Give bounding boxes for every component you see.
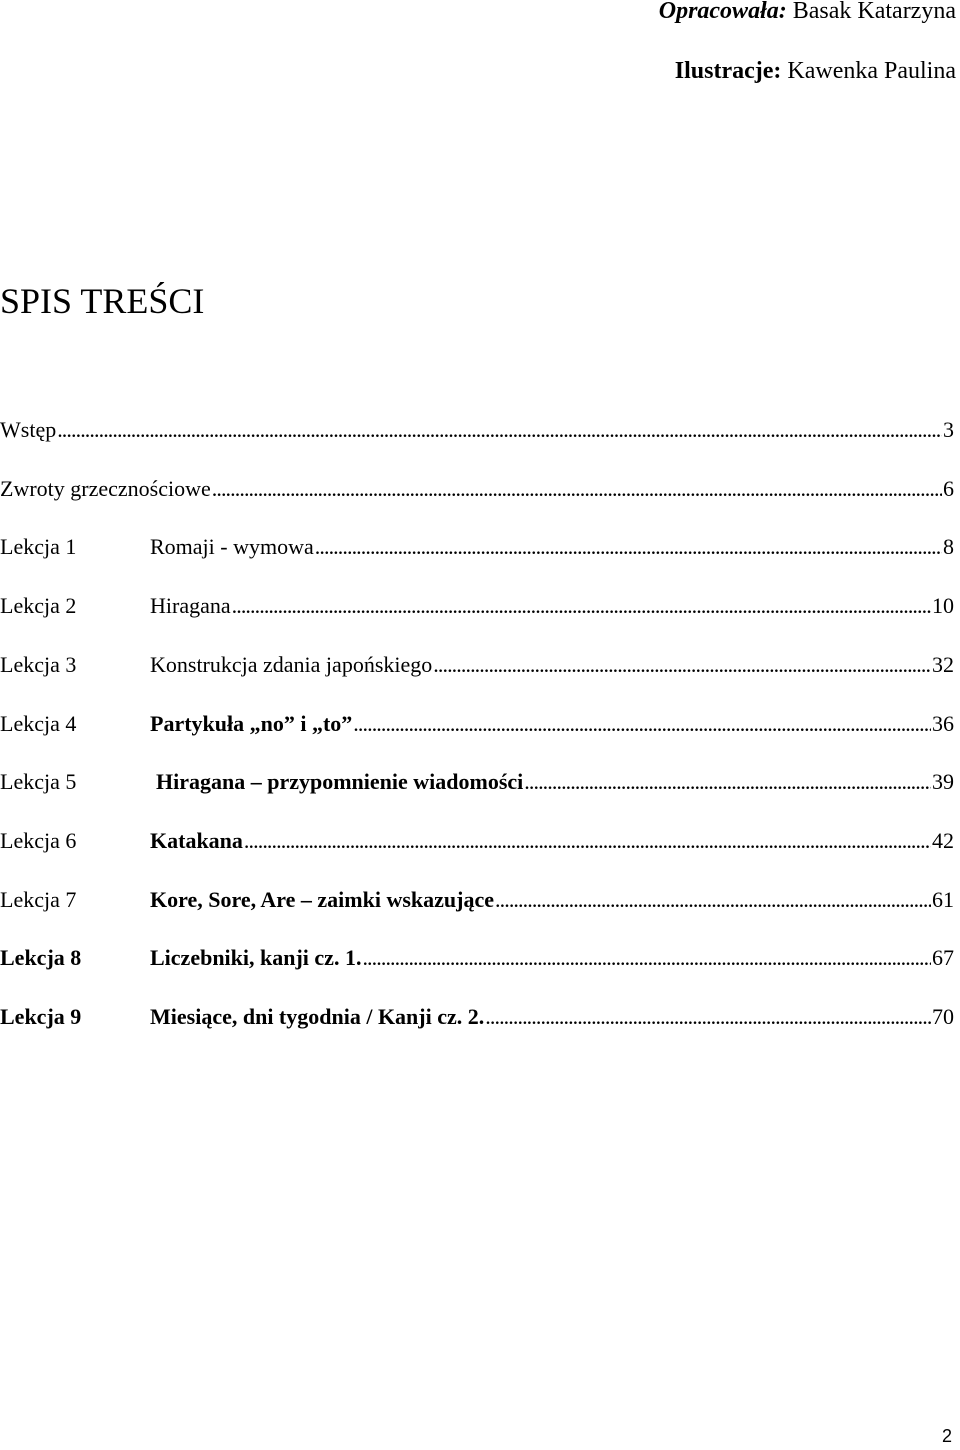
toc-entry-title: Konstrukcja zdania japońskiego xyxy=(150,652,433,677)
toc-lesson-label: Lekcja 2 xyxy=(0,593,77,618)
toc-entry-page: 32 xyxy=(932,652,954,677)
toc-entry-title: Miesiące, dni tygodnia / Kanji cz. 2. xyxy=(150,1004,485,1029)
toc-entry-wstep[interactable] xyxy=(0,417,954,451)
toc-entry-zwroty[interactable] xyxy=(0,476,954,510)
toc-title: SPIS TREŚCI xyxy=(0,281,205,321)
toc-dot-leader xyxy=(212,476,942,502)
toc-entry-lekcja-9[interactable] xyxy=(0,1004,954,1038)
toc-entry-page: 67 xyxy=(932,945,954,970)
toc-entry-title: Katakana xyxy=(150,828,243,853)
toc-lesson-label: Lekcja 5 xyxy=(0,769,77,794)
toc-entry-lekcja-6[interactable] xyxy=(0,828,954,862)
toc-entry-title: Hiragana – przypomnienie wiadomości xyxy=(156,769,524,794)
illustrations-name: Kawenka Paulina xyxy=(787,58,956,84)
toc-dot-leader xyxy=(524,769,931,795)
toc-entry-page: 8 xyxy=(943,534,954,559)
page-number: 2 xyxy=(941,1426,952,1446)
toc-entry-title: Hiragana xyxy=(150,593,231,618)
toc-lesson-label: Lekcja 6 xyxy=(0,828,77,853)
toc-entry-page: 10 xyxy=(932,593,954,618)
toc-entry-title: Romaji - wymowa xyxy=(150,534,314,559)
toc-dot-leader xyxy=(485,1004,931,1030)
toc-lesson-label: Lekcja 1 xyxy=(0,534,77,559)
author-name: Basak Katarzyna xyxy=(792,0,956,24)
toc-entry-title: Zwroty grzecznościowe xyxy=(0,476,211,501)
toc-entry-lekcja-5[interactable] xyxy=(0,769,954,803)
toc-entry-title: Partykuła „no” i „to” xyxy=(150,711,353,736)
toc-entry-page: 3 xyxy=(943,417,954,442)
toc-entry-page: 61 xyxy=(932,887,954,912)
toc-entry-lekcja-1[interactable] xyxy=(0,534,954,568)
toc-entry-lekcja-4[interactable] xyxy=(0,711,954,745)
toc-lesson-label: Lekcja 3 xyxy=(0,652,77,677)
toc-entry-page: 6 xyxy=(943,476,954,501)
toc-entry-page: 42 xyxy=(932,828,954,853)
toc-lesson-label: Lekcja 8 xyxy=(0,945,82,970)
toc-lesson-label: Lekcja 9 xyxy=(0,1004,82,1029)
toc-entry-page: 39 xyxy=(932,769,954,794)
toc-dot-leader xyxy=(232,593,931,619)
toc-dot-leader xyxy=(362,945,931,971)
toc-dot-leader xyxy=(244,828,931,854)
toc-entry-lekcja-2[interactable] xyxy=(0,593,954,627)
toc-dot-leader xyxy=(495,887,931,913)
author-label: Opracowała: xyxy=(658,0,787,24)
toc-entry-page: 70 xyxy=(932,1004,954,1029)
toc-dot-leader xyxy=(57,417,942,443)
toc-lesson-label: Lekcja 7 xyxy=(0,887,77,912)
toc-entry-lekcja-3[interactable] xyxy=(0,652,954,686)
toc-entry-title: Wstęp xyxy=(0,417,57,442)
toc-dot-leader xyxy=(353,711,931,737)
toc-entry-page: 36 xyxy=(932,711,954,736)
toc-dot-leader xyxy=(433,652,931,678)
toc-entry-lekcja-8[interactable] xyxy=(0,945,954,979)
illustrations-label: Ilustracje: xyxy=(674,58,782,84)
toc-entry-title: Liczebniki, kanji cz. 1. xyxy=(150,945,362,970)
toc-entry-lekcja-7[interactable] xyxy=(0,887,954,921)
toc-entry-title: Kore, Sore, Are – zaimki wskazujące xyxy=(150,887,495,912)
author-credit xyxy=(659,0,956,25)
toc-dot-leader xyxy=(315,534,942,560)
illustrations-credit xyxy=(675,58,956,85)
toc-lesson-label: Lekcja 4 xyxy=(0,711,77,736)
